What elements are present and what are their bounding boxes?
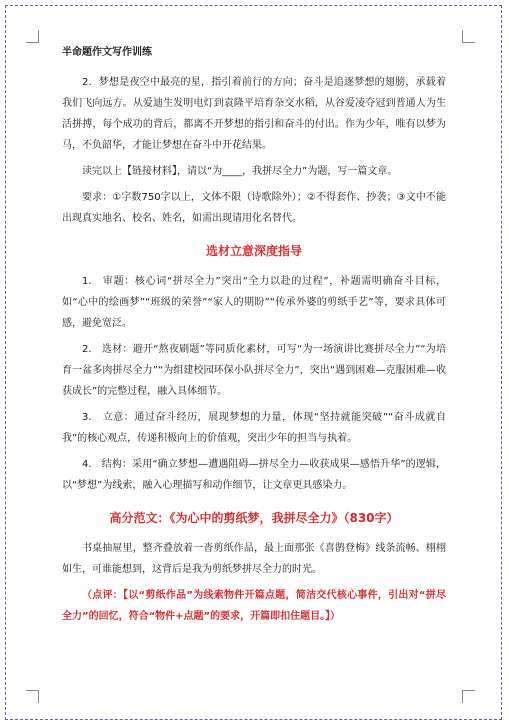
crop-mark-bottom-right [462, 690, 475, 703]
guide-item-review: 1. 审题：核心词“拼尽全力”突出“全力以赴的过程”，补题需明确奋斗目标，如“心中的绘画梦”“班级的荣誉”“家人的期盼”“传承外婆的剪纸手艺”等，要求具体可感，避免宽泛。 [62, 276, 446, 329]
prompt-paragraph-requirements: 要求：①字数750字以上，文体不限（诗歌除外）；②不得套作、抄袭；③文中不能出现真实地名、校名、姓名，如需出现请用化名替代。 [62, 192, 446, 224]
guide-item-material: 2. 选材：避开“熬夜刷题”等同质化素材，可写“为一场演讲比赛拼尽全力”“为培育一盆多肉拼尽全力”“为组建校园环保小队拼尽全力”，突出“遇到困难—克服困难—收获成长”的完整过程，融入具体细节。 [62, 344, 446, 397]
essay-opening-paragraph: 书桌抽屉里，整齐叠放着一沓剪纸作品，最上面那张《喜鹊登梅》线条流畅、栩栩如生，可谁能想到，这背后是我为剪纸梦拼尽全力的时光。 [62, 543, 446, 575]
guide-section-title: 选材立意深度指导 [205, 244, 302, 258]
document-body [62, 46, 446, 627]
guide-list [62, 271, 446, 496]
essay-comment: （点评：【以“剪纸作品”为线索物件开篇点题，简洁交代核心事件，引出对“拼尽全力”的回忆，符合“物件+点题”的要求，开篇即扣住题目。】） [62, 590, 446, 622]
document-title: 半命题作文写作训练 [62, 47, 152, 58]
crop-mark-top-left [26, 30, 39, 43]
guide-item-structure: 4. 结构：采用“确立梦想—遭遇阻碍—拼尽全力—收获成果—感悟升华”的逻辑，以“梦想”为线索，融入心理描写和动作细节，让文章更具感染力。 [62, 459, 446, 491]
crop-mark-bottom-left [26, 690, 39, 703]
guide-item-theme: 3. 立意：通过奋斗经历，展现梦想的力量，体现“坚持就能突破”“奋斗成就自我”的核心观点，传递积极向上的价值观，突出少年的担当与执着。 [62, 412, 446, 444]
prompt-paragraph-material: 2．梦想是夜空中最亮的星，指引着前行的方向；奋斗是追逐梦想的翅膀，承载着我们飞向远方。从爱迪生发明电灯到袁隆平培育杂交水稻，从谷爱凌夺冠到普通人为生活拼搏，每个成功的背后，都离不开梦想的指引和奋斗的付出。作为少年，唯有以梦为马，不负韶华，才能让梦想在奋斗中开花结果。 [62, 77, 446, 151]
prompt-paragraph-task: 读完以上【链接材料】，请以“为____，我拼尽全力”为题，写一篇文章。 [82, 166, 398, 177]
crop-mark-top-right [462, 30, 475, 43]
model-essay-title: 高分范文：《为心中的剪纸梦，我拼尽全力》（830字） [109, 511, 399, 525]
